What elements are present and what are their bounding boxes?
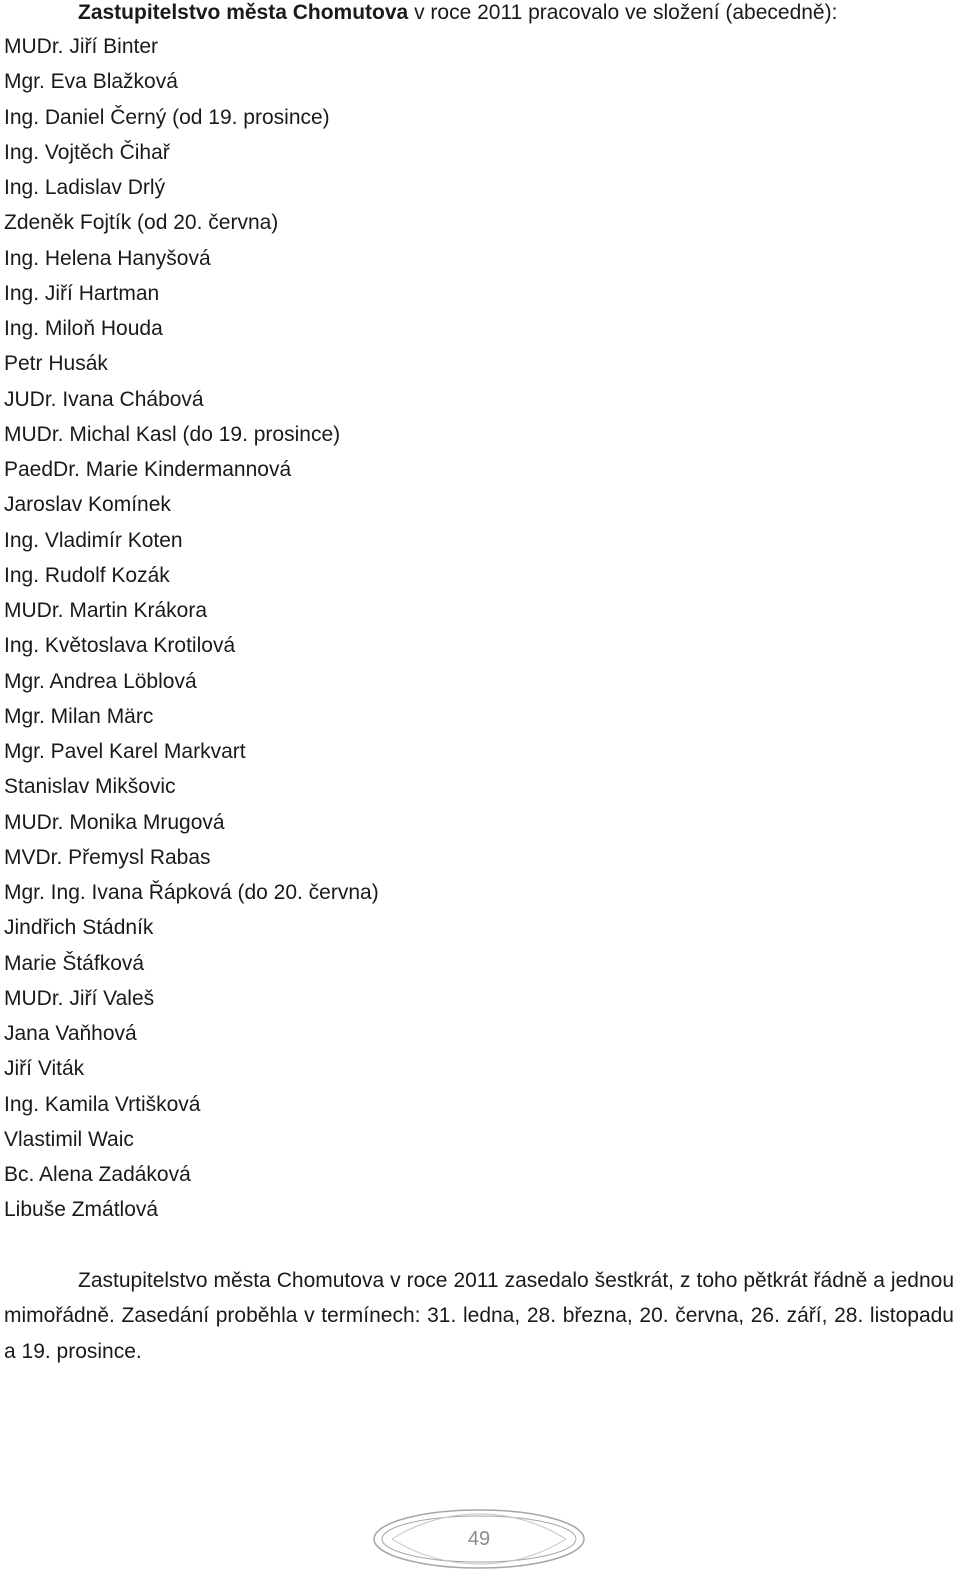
list-item: Stanislav Mikšovic: [4, 775, 176, 799]
list-item: Mgr. Ing. Ivana Řápková (do 20. června): [4, 881, 379, 904]
list-item: Bc. Alena Zadáková: [4, 1163, 191, 1186]
list-item: JUDr. Ivana Chábová: [4, 387, 204, 411]
list-item: Mgr. Pavel Karel Markvart: [4, 740, 246, 763]
list-item: Vlastimil Waic: [4, 1127, 134, 1151]
list-item: MUDr. Jiří Binter: [4, 35, 159, 58]
list-item: Petr Husák: [4, 352, 108, 376]
page-number: 49: [467, 1528, 491, 1550]
list-item: Mgr. Milan Märc: [4, 704, 154, 728]
intro-bold: Zastupitelstvo města Chomutova: [78, 1, 409, 24]
list-item: PaedDr. Marie Kindermannová: [4, 458, 292, 481]
list-item: Mgr. Eva Blažková: [4, 70, 178, 94]
list-item: Ing. Kamila Vrtišková: [4, 1092, 201, 1116]
list-item: Ing. Daniel Černý (od 19. prosince): [4, 105, 330, 129]
list-item: Jiří Viták: [4, 1057, 85, 1081]
list-item: MUDr. Martin Krákora: [4, 599, 208, 622]
list-item: Ing. Vojtěch Čihař: [4, 140, 170, 164]
list-item: Zdeněk Fojtík (od 20. června): [4, 211, 279, 235]
intro-line: [78, 0, 837, 26]
list-item: Ing. Vladimír Koten: [4, 528, 183, 552]
page-number-badge: [372, 1508, 586, 1570]
list-item: MUDr. Michal Kasl (do 19. prosince): [4, 422, 341, 446]
list-item: Ing. Ladislav Drlý: [4, 176, 166, 199]
intro-rest: v roce 2011 pracovalo ve složení (abecedně):: [408, 1, 838, 24]
list-item: Jindřich Stádník: [4, 916, 154, 940]
list-item: Marie Štáfková: [4, 951, 145, 975]
list-item: Ing. Miloň Houda: [4, 317, 163, 340]
list-item: Libuše Zmátlová: [4, 1198, 159, 1222]
list-item: Ing. Květoslava Krotilová: [4, 634, 236, 658]
members-list: [4, 29, 379, 1228]
list-item: MUDr. Jiří Valeš: [4, 986, 155, 1010]
list-item: Ing. Jiří Hartman: [4, 281, 160, 305]
summary-paragraph: Zastupitelstvo města Chomutova v roce 2011 zasedalo šestkrát, z toho pětkrát řádně a jednou mimořádně. Zasedání proběhla v termínech: 31. ledna, 28. března, 20. června, 26. září, 28. listopadu a 19. prosince.: [4, 1269, 954, 1363]
list-item: Mgr. Andrea Löblová: [4, 669, 197, 693]
list-item: MUDr. Monika Mrugová: [4, 810, 225, 834]
list-item: Jaroslav Komínek: [4, 493, 171, 517]
list-item: MVDr. Přemysl Rabas: [4, 845, 211, 869]
list-item: Ing. Rudolf Kozák: [4, 563, 170, 587]
list-item: Jana Vaňhová: [4, 1022, 137, 1045]
list-item: Ing. Helena Hanyšová: [4, 246, 211, 270]
